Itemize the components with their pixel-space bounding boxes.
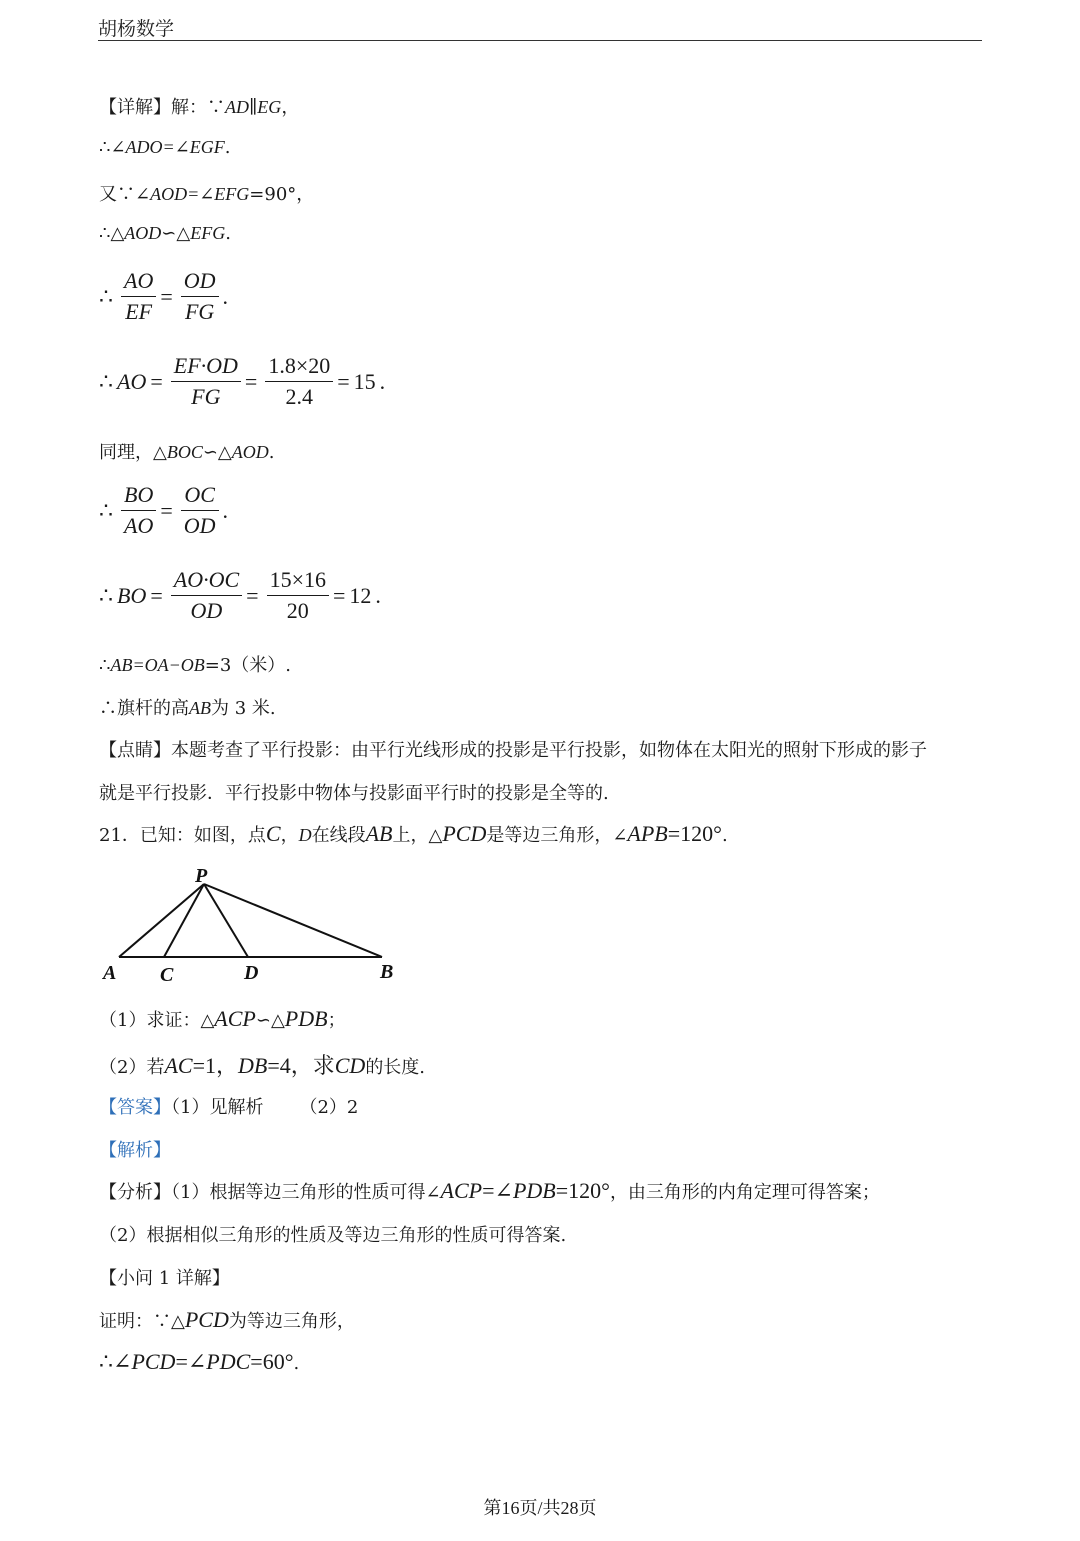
fraction: $\frac{OC}{OD}$ (181, 482, 219, 539)
line-11: ∴旗杆的高AB为 3 米. (99, 698, 276, 719)
equation-ratio-1: ∴ $\frac{AO}{EF}$ = $\frac{OD}{FG}$ . (99, 268, 229, 324)
fraction: $\frac{OD}{FG}$ (181, 268, 219, 325)
segment-pb (204, 884, 382, 957)
fraction: $\frac{EF\cdot OD}{FG}$ (171, 353, 241, 410)
line-13: 就是平行投影．平行投影中物体与投影面平行时的投影是全等的. (99, 783, 609, 804)
header-rule (98, 40, 982, 41)
label-c: C (160, 964, 174, 986)
page-footer: 第16页/共28页 (483, 1498, 597, 1518)
equation-ao: ∴ AO = $\frac{EF\cdot OD}{FG}$ = $\frac{1.8\times 20}{2.4}$ = 15 . (99, 353, 386, 409)
problem-21-statement: 21．已知：如图，点C，D在线段AB上，△PCD是等边三角形，∠APB=120°. (99, 821, 728, 846)
fraction: $\frac{AO}{EF}$ (121, 268, 156, 325)
fraction: $\frac{15\times 16}{20}$ (267, 567, 329, 624)
analysis-tag: 【解析】 (99, 1140, 171, 1161)
question-1: （1）求证：△ACP∽△PDB； (99, 1006, 346, 1031)
line-10: ∴AB=OA−OB=3（米）. (99, 655, 291, 676)
subquestion-heading: 【小问 1 详解】 (99, 1268, 230, 1289)
line-7: 同理，△BOC∽△AOD. (99, 442, 275, 463)
line-1: 【详解】解：∵AD∥EG， (99, 97, 300, 118)
equation-bo: ∴ BO = $\frac{AO\cdot OC}{OD}$ = $\frac{15\times 16}{20}$ = 12 . (99, 567, 381, 623)
line-12: 【点睛】本题考查了平行投影：由平行光线形成的投影是平行投影，如物体在太阳光的照射下形成的影子 (99, 740, 927, 761)
segment-pa (119, 884, 204, 957)
answer-line: 【答案】（1）见解析 （2）2 (99, 1097, 359, 1118)
proof-line-2: ∴∠PCD=∠PDC=60°. (99, 1349, 300, 1374)
question-2: （2）若AC=1，DB=4，求CD的长度. (99, 1053, 426, 1078)
analysis-line-2: （2）根据相似三角形的性质及等边三角形的性质可得答案. (99, 1225, 567, 1246)
label-a: A (103, 962, 117, 984)
answer-tag: 【答案】 (99, 1097, 171, 1118)
triangle-figure (100, 862, 410, 988)
fraction: $\frac{AO\cdot OC}{OD}$ (171, 567, 242, 624)
line-2: ∴∠ADO=∠EGF. (99, 137, 231, 158)
fraction: $\frac{1.8\times 20}{2.4}$ (265, 353, 333, 410)
segment-pd (204, 884, 248, 957)
analysis-line-1: 【分析】（1）根据等边三角形的性质可得∠ACP=∠PDB=120°，由三角形的内角定理可得答案； (99, 1178, 880, 1203)
line-3: 又∵∠AOD=∠EFG=90°， (99, 184, 315, 205)
label-p: P (195, 865, 208, 887)
line-4: ∴△AOD∽△EFG. (99, 223, 231, 244)
label-b: B (380, 961, 394, 983)
label-d: D (244, 962, 259, 984)
equation-ratio-2: ∴ $\frac{BO}{AO}$ = $\frac{OC}{OD}$ . (99, 482, 229, 538)
proof-line-1: 证明：∵△PCD为等边三角形， (99, 1307, 355, 1332)
header-title: 胡杨数学 (98, 18, 175, 40)
fraction: $\frac{BO}{AO}$ (121, 482, 156, 539)
segment-pc (164, 884, 204, 957)
